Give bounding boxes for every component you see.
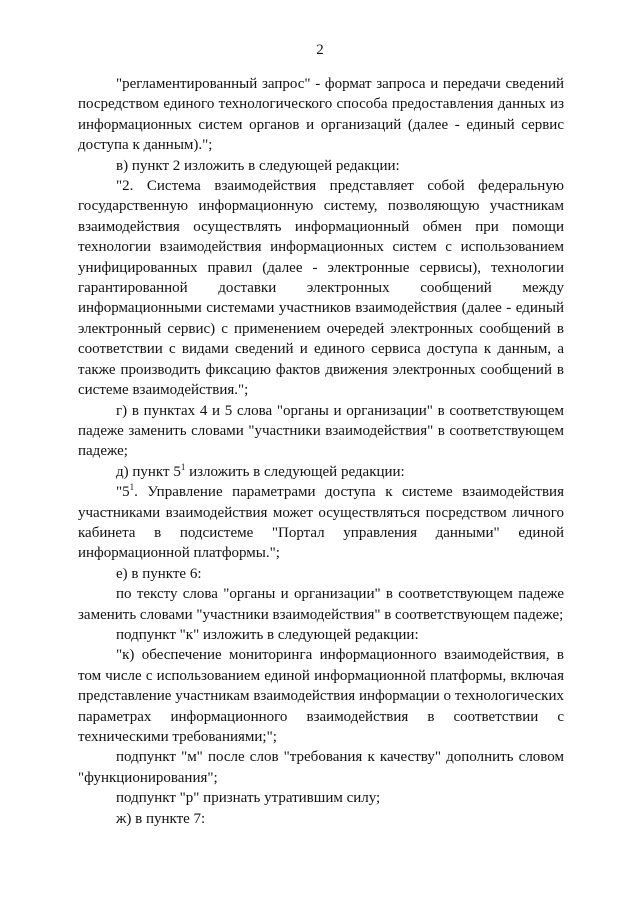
paragraph: подпункт "к" изложить в следующей редакции: <box>116 626 419 643</box>
paragraph: г) в пунктах 4 и 5 слова "органы и организации" в соответствующем падеже заменить словами "участники взаимодействия" в соответствующем падеже; <box>78 402 564 460</box>
paragraph <box>78 482 564 564</box>
paragraph: в) пункт 2 изложить в следующей редакции: <box>116 157 400 174</box>
paragraph-text-start: "5 <box>116 484 130 501</box>
paragraph: "2. Система взаимодействия представляет собой федеральную государственную информационную систему, позволяющую участникам взаимодействия осуществлять информационный обмен при помощи технологии взаимодействия информационных систем с использованием унифицированных правил (далее - электронные сервисы), технологии гарантированной доставки электронных сообщений между информационными системами участников взаимодействия (далее - единый электронный сервис) с применением очередей электронных сообщений в соответствии с видами сведений и единого сервиса доступа к данным, а также производить фиксацию фактов движения электронных сообщений в системе взаимодействия."; <box>78 178 564 399</box>
paragraph: подпункт "м" после слов "требования к качеству" дополнить словом "функционирования"; <box>78 749 564 786</box>
paragraph: "к) обеспечение мониторинга информационного взаимодействия, в том числе с использованием единой информационной платформы, включая представление участникам взаимодействия информации о технологических параметрах информационного взаимодействия в соответствии с техническими требованиями;"; <box>78 647 564 745</box>
paragraph-text-start: д) пункт 5 <box>116 463 181 480</box>
superscript: 1 <box>129 482 135 493</box>
paragraph: "регламентированный запрос" - формат запроса и передачи сведений посредством единого технологического способа предоставления данных из информационных систем органов и организаций (далее - единый сервис доступа к данным)."; <box>78 76 564 154</box>
paragraph-text-end: . Управление параметрами доступа к системе взаимодействия участниками взаимодействия может осуществляться посредством личного кабинета в подсистеме "Портал управления данными" единой информационной платформы."; <box>78 484 564 562</box>
paragraph: ж) в пункте 7: <box>116 810 206 827</box>
paragraph: по тексту слова "органы и организации" в соответствующем падеже заменить словами "участники взаимодействия" в соответствующем падеже; <box>78 586 564 623</box>
page-number: 2 <box>316 42 324 58</box>
superscript: 1 <box>180 461 186 472</box>
paragraph: е) в пункте 6: <box>116 565 202 582</box>
paragraph-text-end: изложить в следующей редакции: <box>185 463 405 480</box>
paragraph: подпункт "р" признать утратившим силу; <box>116 790 381 807</box>
document-body <box>78 74 564 829</box>
paragraph <box>78 462 564 482</box>
